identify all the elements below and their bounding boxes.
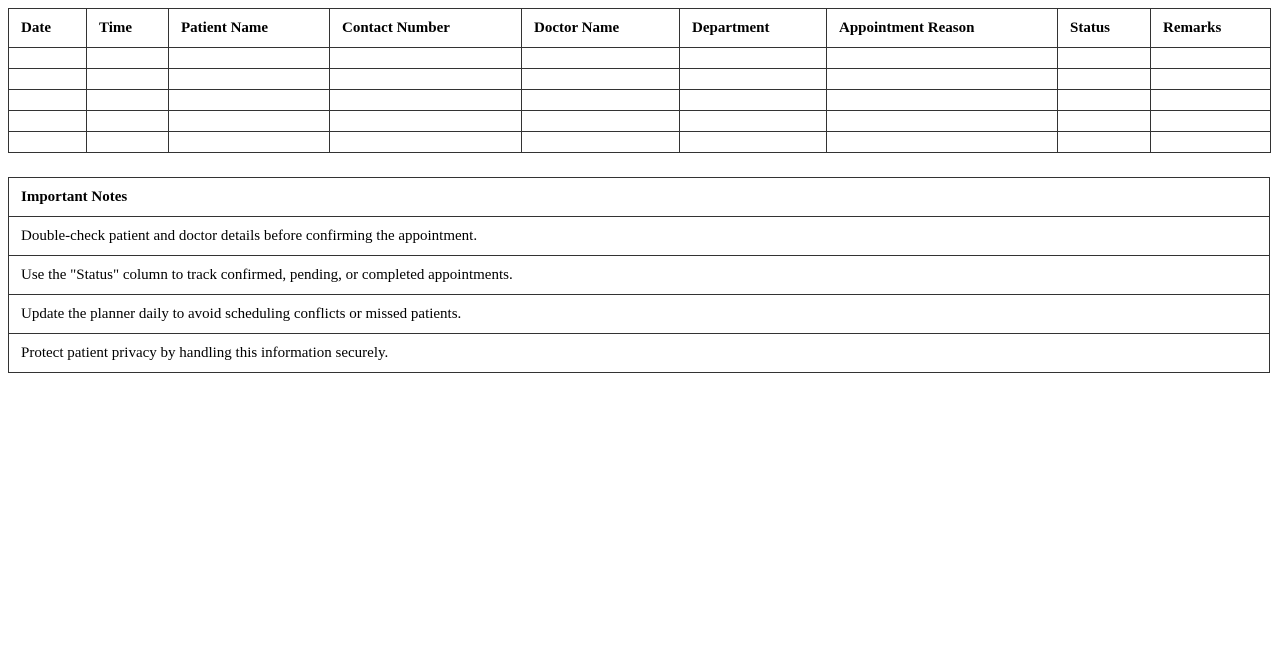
table-cell[interactable]	[522, 69, 680, 90]
table-cell[interactable]	[1151, 132, 1271, 153]
column-header-doctor-name: Doctor Name	[522, 9, 680, 48]
notes-header-row	[9, 178, 1270, 217]
column-header-status: Status	[1058, 9, 1151, 48]
table-cell[interactable]	[9, 132, 87, 153]
table-cell[interactable]	[522, 111, 680, 132]
column-header-remarks: Remarks	[1151, 9, 1271, 48]
notes-title: Important Notes	[9, 178, 1270, 217]
table-cell[interactable]	[827, 48, 1058, 69]
table-cell[interactable]	[169, 111, 330, 132]
table-cell[interactable]	[87, 90, 169, 111]
column-header-department: Department	[680, 9, 827, 48]
table-header-row	[9, 9, 1271, 48]
table-cell[interactable]	[87, 111, 169, 132]
column-header-contact-number: Contact Number	[330, 9, 522, 48]
table-cell[interactable]	[1151, 111, 1271, 132]
column-header-patient-name: Patient Name	[169, 9, 330, 48]
table-cell[interactable]	[169, 132, 330, 153]
table-cell[interactable]	[330, 132, 522, 153]
note-row	[9, 334, 1270, 373]
column-header-appointment-reason: Appointment Reason	[827, 9, 1058, 48]
table-cell[interactable]	[522, 132, 680, 153]
table-cell[interactable]	[680, 132, 827, 153]
table-cell[interactable]	[9, 90, 87, 111]
table-cell[interactable]	[9, 48, 87, 69]
column-header-date: Date	[9, 9, 87, 48]
table-cell[interactable]	[330, 90, 522, 111]
table-cell[interactable]	[522, 48, 680, 69]
table-row	[9, 90, 1271, 111]
table-cell[interactable]	[680, 69, 827, 90]
table-cell[interactable]	[87, 48, 169, 69]
table-cell[interactable]	[169, 48, 330, 69]
table-cell[interactable]	[827, 90, 1058, 111]
table-cell[interactable]	[1058, 69, 1151, 90]
table-cell[interactable]	[827, 132, 1058, 153]
table-cell[interactable]	[9, 69, 87, 90]
note-item: Use the "Status" column to track confirmed, pending, or completed appointments.	[9, 256, 1270, 295]
table-cell[interactable]	[87, 69, 169, 90]
table-cell[interactable]	[330, 111, 522, 132]
note-row	[9, 295, 1270, 334]
table-cell[interactable]	[169, 90, 330, 111]
table-cell[interactable]	[1058, 90, 1151, 111]
table-row	[9, 69, 1271, 90]
note-item: Double-check patient and doctor details before confirming the appointment.	[9, 217, 1270, 256]
table-cell[interactable]	[680, 111, 827, 132]
table-row	[9, 48, 1271, 69]
note-item: Update the planner daily to avoid scheduling conflicts or missed patients.	[9, 295, 1270, 334]
table-cell[interactable]	[1058, 111, 1151, 132]
note-row	[9, 256, 1270, 295]
table-cell[interactable]	[9, 111, 87, 132]
column-header-time: Time	[87, 9, 169, 48]
table-cell[interactable]	[827, 111, 1058, 132]
table-cell[interactable]	[1151, 90, 1271, 111]
table-cell[interactable]	[827, 69, 1058, 90]
table-row	[9, 132, 1271, 153]
appointment-table	[8, 8, 1271, 153]
important-notes-table	[8, 177, 1270, 373]
table-cell[interactable]	[330, 69, 522, 90]
table-row	[9, 111, 1271, 132]
table-cell[interactable]	[1058, 132, 1151, 153]
table-cell[interactable]	[1058, 48, 1151, 69]
note-item: Protect patient privacy by handling this information securely.	[9, 334, 1270, 373]
table-cell[interactable]	[1151, 48, 1271, 69]
table-cell[interactable]	[680, 48, 827, 69]
table-cell[interactable]	[680, 90, 827, 111]
table-cell[interactable]	[169, 69, 330, 90]
note-row	[9, 217, 1270, 256]
table-cell[interactable]	[87, 132, 169, 153]
table-cell[interactable]	[522, 90, 680, 111]
table-cell[interactable]	[1151, 69, 1271, 90]
table-cell[interactable]	[330, 48, 522, 69]
